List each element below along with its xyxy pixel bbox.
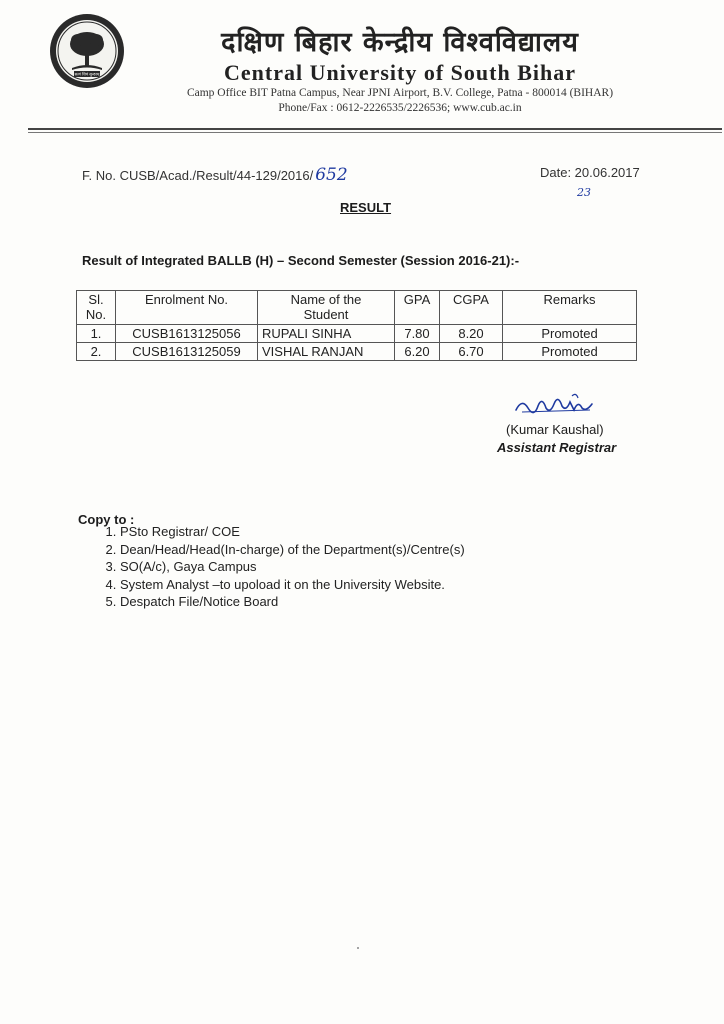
university-name-english: Central University of South Bihar xyxy=(224,60,576,85)
col-sl-no: Sl. No. xyxy=(77,291,116,325)
col-cgpa: CGPA xyxy=(440,291,503,325)
table-header-row xyxy=(77,291,637,325)
copy-to-title: Copy to : xyxy=(78,512,135,527)
list-item: 5. Despatch File/Notice Board xyxy=(120,593,465,611)
cell-sl: 1. xyxy=(77,325,116,343)
cell-cgpa: 8.20 xyxy=(440,325,503,343)
document-date: Date: 20.06.2017 xyxy=(540,165,640,180)
file-number xyxy=(82,165,348,185)
copy-to-list xyxy=(96,523,465,611)
table-row xyxy=(77,343,637,361)
date-handwritten-annotation: 23 xyxy=(577,186,591,199)
col-student-name: Name of the Student xyxy=(258,291,395,325)
cell-enrolment: CUSB1613125059 xyxy=(116,343,258,361)
cell-sl: 2. xyxy=(77,343,116,361)
scan-speck xyxy=(357,947,359,949)
address-line: Camp Office BIT Patna Campus, Near JPNI Airport, B.V. College, Patna - 800014 (BIHAR) xyxy=(186,87,614,99)
cell-enrolment: CUSB1613125056 xyxy=(116,325,258,343)
table-row xyxy=(77,325,637,343)
cell-name: RUPALI SINHA xyxy=(258,325,395,343)
file-number-handwritten: 652 xyxy=(315,165,348,185)
list-item: 3. SO(A/c), Gaya Campus xyxy=(120,558,465,576)
list-item: 1. PSto Registrar/ COE xyxy=(120,523,465,541)
signatory-name: (Kumar Kaushal) xyxy=(506,422,604,437)
cell-gpa: 6.20 xyxy=(395,343,440,361)
col-enrolment: Enrolment No. xyxy=(116,291,258,325)
header-divider-thin xyxy=(28,132,722,133)
list-item: 4. System Analyst –to upoload it on the University Website. xyxy=(120,576,465,594)
list-item: 2. Dean/Head/Head(In-charge) of the Department(s)/Centre(s) xyxy=(120,541,465,559)
cell-remarks: Promoted xyxy=(503,343,637,361)
cell-remarks: Promoted xyxy=(503,325,637,343)
cell-cgpa: 6.70 xyxy=(440,343,503,361)
address-block xyxy=(140,86,660,116)
cell-gpa: 7.80 xyxy=(395,325,440,343)
university-name-hindi: दक्षिण बिहार केन्द्रीय विश्वविद्यालय xyxy=(221,27,579,58)
file-number-text: F. No. CUSB/Acad./Result/44-129/2016/ xyxy=(82,168,314,183)
signatory-designation: Assistant Registrar xyxy=(497,440,617,455)
university-seal-icon xyxy=(48,12,126,90)
cell-name: VISHAL RANJAN xyxy=(258,343,395,361)
col-remarks: Remarks xyxy=(503,291,637,325)
col-gpa: GPA xyxy=(395,291,440,325)
result-subheading: Result of Integrated BALLB (H) – Second Semester (Session 2016-21):- xyxy=(82,253,520,268)
result-title: RESULT xyxy=(340,200,392,215)
header-divider xyxy=(28,128,722,130)
contact-line: Phone/Fax : 0612-2226535/2226536; www.cub.ac.in xyxy=(278,102,522,114)
logo-motto: सत्यं शिवं सुन्दरम् xyxy=(74,71,100,77)
result-table xyxy=(76,290,637,361)
signature-icon xyxy=(512,390,596,420)
